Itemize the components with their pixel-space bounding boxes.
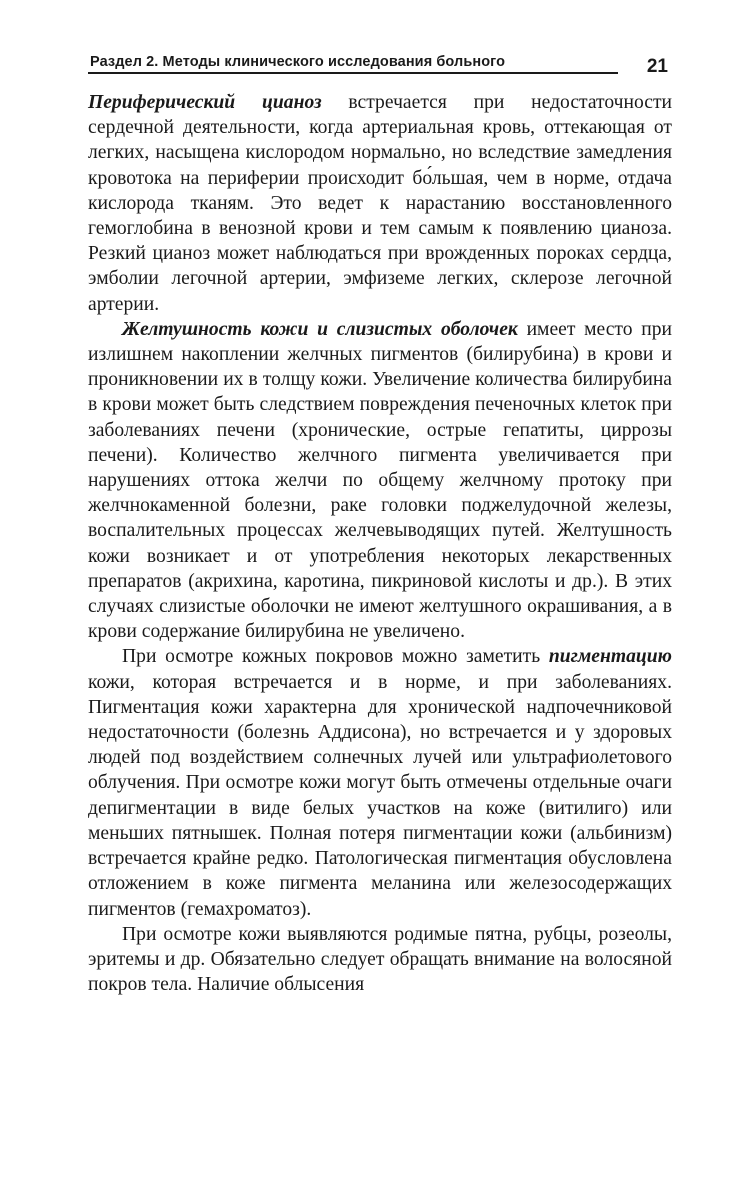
paragraph-pigmentation bbox=[88, 644, 672, 921]
section-title: Раздел 2. Методы клинического исследования больного bbox=[90, 54, 506, 70]
term-pigmentation: пигментацию bbox=[548, 646, 672, 668]
paragraph-lead: При осмотре кожных покровов можно заметить bbox=[122, 646, 549, 668]
paragraph-jaundice bbox=[88, 317, 672, 645]
paragraph-text: встречается при недостаточности сердечной деятельности, когда артериальная кровь, оттекающая от легких, насыщена кислородом нормально, но вследствие замедления кровотока на периферии происходит бо́льшая, чем в норме, отдача кислорода тканям. Это ведет к нарастанию восстановленного гемоглобина в венозной крови и тем самым к появлению цианоза. Резкий цианоз может наблюдаться при врожденных пороках сердца, эмболии легочной артерии, эмфиземе легких, склерозе легочной артерии. bbox=[88, 92, 672, 315]
paragraph-text: При осмотре кожи выявляются родимые пятна, рубцы, розеолы, эритемы и др. Обязательно следует обращать внимание на волосяной покров тела. Наличие облысения bbox=[88, 923, 672, 996]
term-peripheral-cyanosis: Периферический цианоз bbox=[88, 92, 322, 113]
page-number: 21 bbox=[646, 56, 668, 77]
paragraph-peripheral-cyanosis bbox=[88, 90, 672, 317]
paragraph-text: имеет место при излишнем накоплении желчных пигментов (билирубина) в крови и проникновении их в толщу кожи. Увеличение количества билирубина в крови может быть следствием повреждения печеночных клеток при заболеваниях печени (хронические, острые гепатиты, циррозы печени). Количество желчного пигмента увеличивается при нарушениях оттока желчи по общему желчному протоку при желчнокаменной болезни, раке головки поджелудочной железы, воспалительных процессах желчевыводящих путей. Желтушность кожи возникает и от употребления некоторых лекарственных препаратов (акрихина, каротина, пикриновой кислоты и др.). В этих случаях слизистые оболочки не имеют желтушного окрашивания, а в крови содержание билирубина не увеличено. bbox=[88, 318, 673, 643]
paragraph-text: кожи, которая встречается и в норме, и при заболеваниях. Пигментация кожи характерна для хронической надпочечниковой недостаточности (болезнь Аддисона), но встречается и у здоровых людей под воздействием солнечных лучей или ультрафиолетового облучения. При осмотре кожи могут быть отмечены отдельные очаги депигментации в виде белых участков на коже (витилиго) или меньших пятнышек. Полная потеря пигментации кожи (альбинизм) встречается крайне редко. Патологическая пигментация обусловлена отложением в коже пигмента меланина или железосодержащих пигментов (гемахроматоз). bbox=[88, 671, 672, 920]
body-text bbox=[88, 90, 672, 997]
header-rule bbox=[88, 72, 618, 74]
running-head bbox=[88, 48, 672, 82]
book-page bbox=[88, 48, 672, 997]
paragraph-skin-findings bbox=[88, 922, 672, 998]
term-jaundice: Желтушность кожи и слизистых оболочек bbox=[122, 318, 518, 340]
